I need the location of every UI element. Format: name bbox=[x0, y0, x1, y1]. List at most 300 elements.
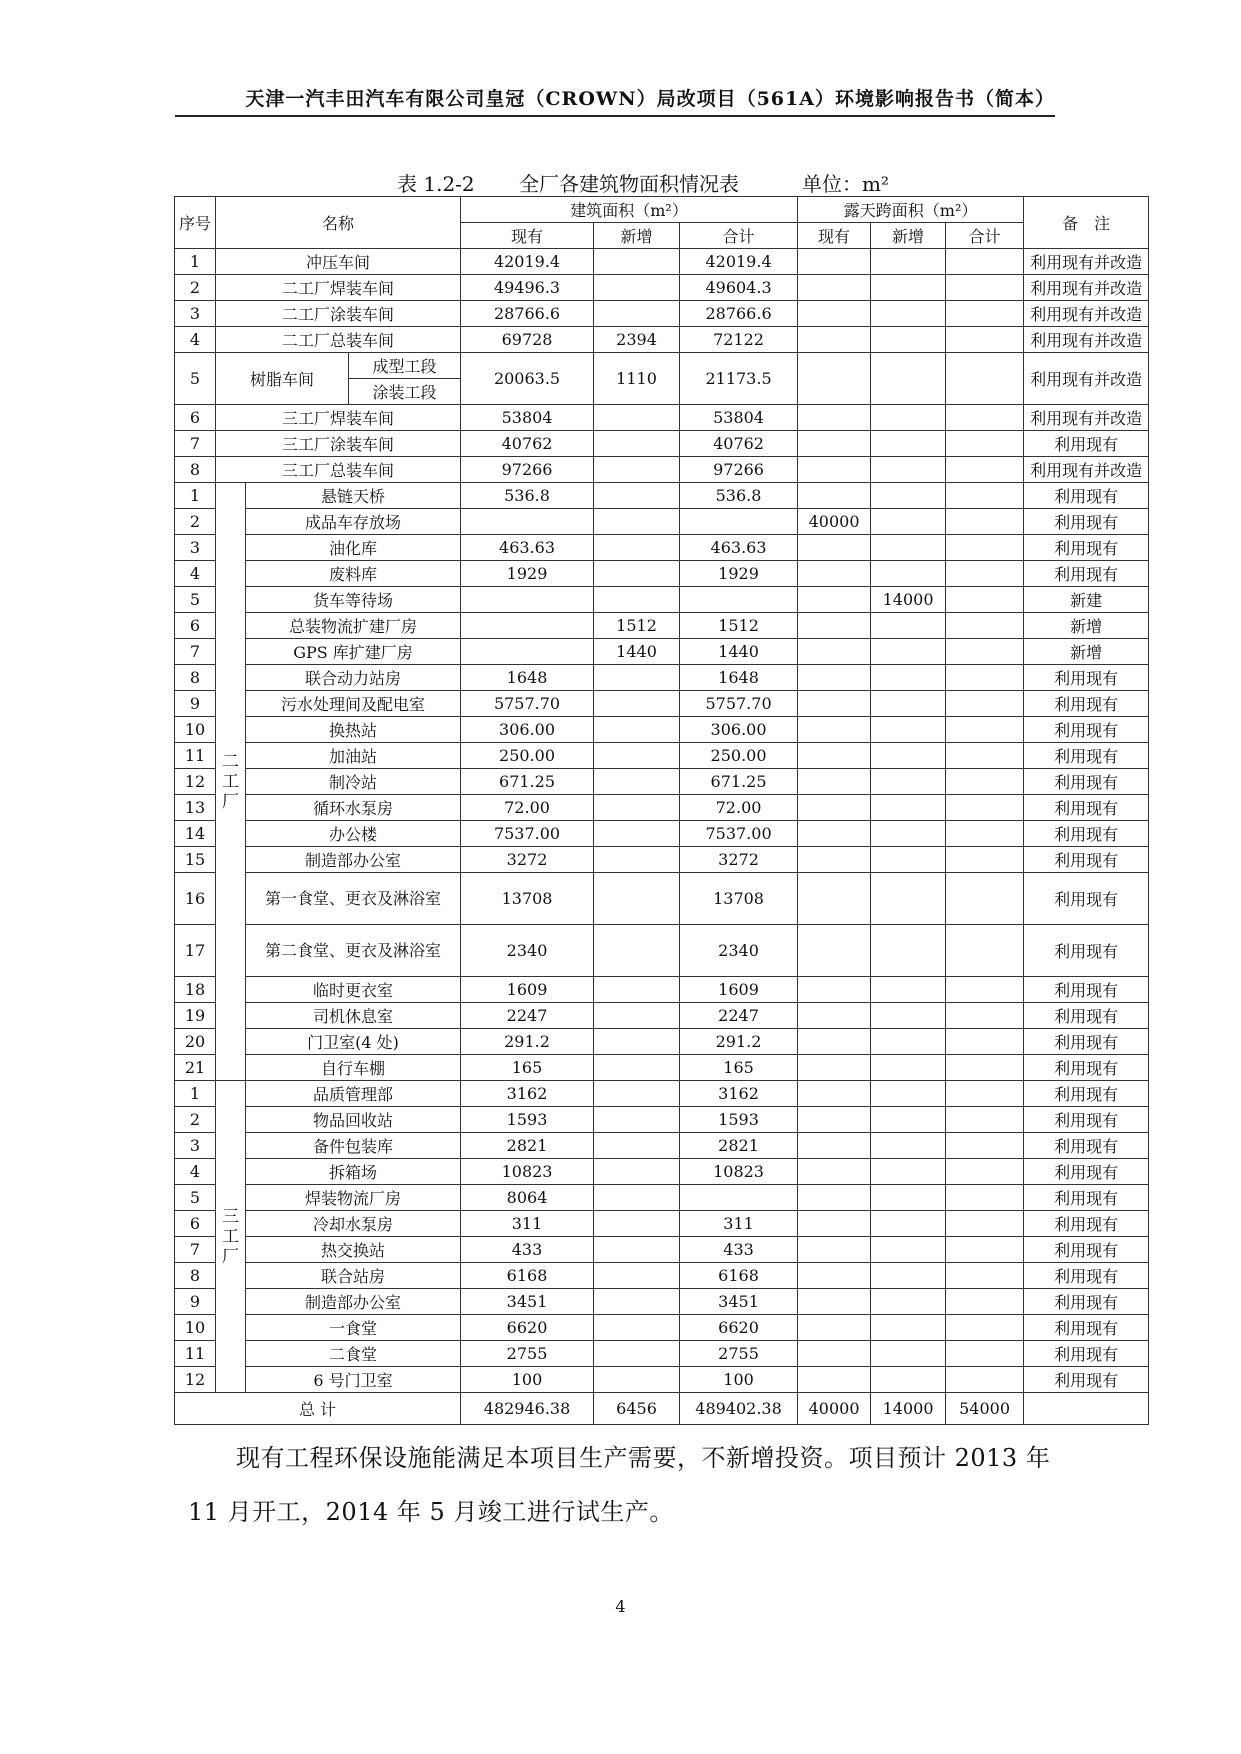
cell-open-new-area bbox=[871, 1029, 946, 1055]
cell-name: 6 号门卫室 bbox=[246, 1367, 461, 1393]
cell-open-existing-area bbox=[798, 977, 871, 1003]
cell-existing-area: 250.00 bbox=[461, 743, 594, 769]
cell-new-area bbox=[594, 1315, 680, 1341]
cell-open-existing-area bbox=[798, 1367, 871, 1393]
cell-note: 利用现有 bbox=[1024, 483, 1149, 509]
cell-new-area bbox=[594, 769, 680, 795]
cell-name: 焊装物流厂房 bbox=[246, 1185, 461, 1211]
cell-open-existing-area: 40000 bbox=[798, 509, 871, 535]
cell-existing-area: 53804 bbox=[461, 405, 594, 431]
cell-open-new-area bbox=[871, 1341, 946, 1367]
cell-note: 利用现有并改造 bbox=[1024, 353, 1149, 405]
cell-open-new-area bbox=[871, 1003, 946, 1029]
cell-existing-area: 165 bbox=[461, 1055, 594, 1081]
cell-total-area: 3162 bbox=[680, 1081, 798, 1107]
cell-new-area bbox=[594, 1107, 680, 1133]
cell-total-area: 100 bbox=[680, 1367, 798, 1393]
cell-name: 办公楼 bbox=[246, 821, 461, 847]
cell-existing-area: 72.00 bbox=[461, 795, 594, 821]
cell-open-existing-area bbox=[798, 769, 871, 795]
cell-total-area: 21173.5 bbox=[680, 353, 798, 405]
cell-new-area bbox=[594, 691, 680, 717]
cell-seq: 5 bbox=[175, 1185, 216, 1211]
table-row bbox=[175, 301, 1149, 327]
cell-new-area bbox=[594, 249, 680, 275]
plant-label-char: 工 bbox=[222, 771, 239, 792]
cell-open-new-area bbox=[871, 301, 946, 327]
cell-open-total-area bbox=[946, 1263, 1024, 1289]
cell-seq: 3 bbox=[175, 1133, 216, 1159]
table-row bbox=[175, 275, 1149, 301]
cell-new-area bbox=[594, 1055, 680, 1081]
cell-note: 利用现有 bbox=[1024, 1185, 1149, 1211]
cell-total-area: 671.25 bbox=[680, 769, 798, 795]
cell-open-new-area bbox=[871, 1237, 946, 1263]
total-row bbox=[175, 1393, 1149, 1425]
cell-seq: 11 bbox=[175, 743, 216, 769]
cell-total-area: 7537.00 bbox=[680, 821, 798, 847]
cell-name: 物品回收站 bbox=[246, 1107, 461, 1133]
cell-open-total-area bbox=[946, 1107, 1024, 1133]
cell-name: 备件包装库 bbox=[246, 1133, 461, 1159]
page-number: 4 bbox=[615, 1597, 626, 1616]
cell-seq: 7 bbox=[175, 431, 216, 457]
cell-new-area bbox=[594, 717, 680, 743]
cell-existing-area: 5757.70 bbox=[461, 691, 594, 717]
cell-total-area: 28766.6 bbox=[680, 301, 798, 327]
cell-note: 利用现有 bbox=[1024, 1341, 1149, 1367]
cell-open-existing-area bbox=[798, 873, 871, 925]
cell-existing-area: 69728 bbox=[461, 327, 594, 353]
cell-open-total-area bbox=[946, 483, 1024, 509]
cell-name: 一食堂 bbox=[246, 1315, 461, 1341]
cell-open-new-area bbox=[871, 509, 946, 535]
cell-seq: 2 bbox=[175, 1107, 216, 1133]
cell-note: 利用现有 bbox=[1024, 1211, 1149, 1237]
cell-open-existing-area bbox=[798, 431, 871, 457]
cell-open-total-area: 54000 bbox=[946, 1393, 1024, 1425]
cell-open-total-area bbox=[946, 1185, 1024, 1211]
cell-name: 制冷站 bbox=[246, 769, 461, 795]
cell-total-area: 2755 bbox=[680, 1341, 798, 1367]
table-row bbox=[175, 613, 1149, 639]
cell-total-label: 总 计 bbox=[175, 1393, 461, 1425]
cell-total-area: 306.00 bbox=[680, 717, 798, 743]
cell-open-new-area bbox=[871, 431, 946, 457]
cell-new-area bbox=[594, 301, 680, 327]
cell-new-area bbox=[594, 1237, 680, 1263]
table-row bbox=[175, 561, 1149, 587]
cell-open-total-area bbox=[946, 795, 1024, 821]
cell-name: 冲压车间 bbox=[216, 249, 461, 275]
cell-name: 第一食堂、更衣及淋浴室 bbox=[246, 873, 461, 925]
cell-total-area: 10823 bbox=[680, 1159, 798, 1185]
cell-new-area bbox=[594, 457, 680, 483]
cell-new-area bbox=[594, 509, 680, 535]
cell-name: 油化库 bbox=[246, 535, 461, 561]
cell-existing-area: 97266 bbox=[461, 457, 594, 483]
cell-existing-area bbox=[461, 587, 594, 613]
table-row bbox=[175, 483, 1149, 509]
cell-new-area: 1110 bbox=[594, 353, 680, 405]
cell-open-existing-area bbox=[798, 587, 871, 613]
table-row bbox=[175, 665, 1149, 691]
cell-open-new-area bbox=[871, 275, 946, 301]
cell-seq: 2 bbox=[175, 509, 216, 535]
cell-name: 树脂车间 bbox=[216, 353, 349, 405]
cell-note: 利用现有 bbox=[1024, 1003, 1149, 1029]
plant-label-char: 三 bbox=[222, 1206, 239, 1227]
cell-open-new-area bbox=[871, 1185, 946, 1211]
cell-seq: 6 bbox=[175, 1211, 216, 1237]
cell-name: 品质管理部 bbox=[246, 1081, 461, 1107]
cell-open-existing-area bbox=[798, 483, 871, 509]
cell-open-existing-area bbox=[798, 1263, 871, 1289]
cell-open-existing-area bbox=[798, 925, 871, 977]
cell-seq: 21 bbox=[175, 1055, 216, 1081]
cell-open-total-area bbox=[946, 535, 1024, 561]
cell-open-total-area bbox=[946, 509, 1024, 535]
cell-open-total-area bbox=[946, 743, 1024, 769]
table-row bbox=[175, 353, 1149, 379]
table-row bbox=[175, 1133, 1149, 1159]
table-row bbox=[175, 1003, 1149, 1029]
cell-existing-area: 291.2 bbox=[461, 1029, 594, 1055]
cell-existing-area: 2755 bbox=[461, 1341, 594, 1367]
table-row bbox=[175, 1081, 1149, 1107]
cell-existing-area: 8064 bbox=[461, 1185, 594, 1211]
cell-open-existing-area bbox=[798, 847, 871, 873]
cell-total-area: 1440 bbox=[680, 639, 798, 665]
cell-new-area bbox=[594, 1211, 680, 1237]
table-row bbox=[175, 925, 1149, 977]
cell-name: 拆箱场 bbox=[246, 1159, 461, 1185]
cell-open-total-area bbox=[946, 405, 1024, 431]
cell-existing-area: 10823 bbox=[461, 1159, 594, 1185]
cell-note: 利用现有 bbox=[1024, 1029, 1149, 1055]
cell-new-area bbox=[594, 431, 680, 457]
cell-seq: 4 bbox=[175, 1159, 216, 1185]
cell-name: 临时更衣室 bbox=[246, 977, 461, 1003]
cell-seq: 10 bbox=[175, 1315, 216, 1341]
cell-open-new-area bbox=[871, 769, 946, 795]
cell-new-area bbox=[594, 1003, 680, 1029]
cell-name: 循环水泵房 bbox=[246, 795, 461, 821]
cell-new-area bbox=[594, 1289, 680, 1315]
cell-new-area: 2394 bbox=[594, 327, 680, 353]
cell-total-area: 2821 bbox=[680, 1133, 798, 1159]
cell-note: 利用现有 bbox=[1024, 1107, 1149, 1133]
cell-note: 利用现有并改造 bbox=[1024, 405, 1149, 431]
cell-note: 利用现有 bbox=[1024, 1237, 1149, 1263]
table-row bbox=[175, 587, 1149, 613]
table-row bbox=[175, 1107, 1149, 1133]
cell-existing-area bbox=[461, 509, 594, 535]
cell-open-existing-area bbox=[798, 1341, 871, 1367]
cell-note: 利用现有 bbox=[1024, 743, 1149, 769]
cell-open-total-area bbox=[946, 613, 1024, 639]
cell-open-total-area bbox=[946, 1211, 1024, 1237]
cell-name: 联合动力站房 bbox=[246, 665, 461, 691]
table-row bbox=[175, 977, 1149, 1003]
cell-name: 第二食堂、更衣及淋浴室 bbox=[246, 925, 461, 977]
cell-existing-area: 49496.3 bbox=[461, 275, 594, 301]
cell-seq: 10 bbox=[175, 717, 216, 743]
cell-total-area: 40762 bbox=[680, 431, 798, 457]
cell-open-total-area bbox=[946, 1159, 1024, 1185]
cell-name: 二工厂焊装车间 bbox=[216, 275, 461, 301]
cell-open-total-area bbox=[946, 717, 1024, 743]
cell-total-area: 1593 bbox=[680, 1107, 798, 1133]
cell-open-existing-area bbox=[798, 249, 871, 275]
cell-note: 利用现有并改造 bbox=[1024, 275, 1149, 301]
cell-open-total-area bbox=[946, 1341, 1024, 1367]
cell-total-area: 536.8 bbox=[680, 483, 798, 509]
table-row bbox=[175, 1055, 1149, 1081]
cell-open-new-area bbox=[871, 535, 946, 561]
table-unit: 单位：m² bbox=[802, 172, 889, 196]
cell-existing-area: 536.8 bbox=[461, 483, 594, 509]
cell-open-new-area bbox=[871, 691, 946, 717]
cell-seq: 8 bbox=[175, 457, 216, 483]
cell-open-new-area bbox=[871, 743, 946, 769]
col-name-header: 名称 bbox=[216, 197, 461, 249]
cell-open-new-area bbox=[871, 327, 946, 353]
cell-existing-area: 3451 bbox=[461, 1289, 594, 1315]
cell-open-existing-area bbox=[798, 275, 871, 301]
cell-total-area: 3272 bbox=[680, 847, 798, 873]
cell-total-area: 2340 bbox=[680, 925, 798, 977]
cell-open-total-area bbox=[946, 769, 1024, 795]
table-row bbox=[175, 431, 1149, 457]
table-row bbox=[175, 405, 1149, 431]
cell-existing-area: 2340 bbox=[461, 925, 594, 977]
cell-open-existing-area bbox=[798, 743, 871, 769]
cell-total-area: 72.00 bbox=[680, 795, 798, 821]
cell-seq: 4 bbox=[175, 327, 216, 353]
cell-note: 利用现有 bbox=[1024, 1367, 1149, 1393]
cell-new-area bbox=[594, 535, 680, 561]
cell-new-area bbox=[594, 1341, 680, 1367]
cell-open-existing-area bbox=[798, 1315, 871, 1341]
cell-new-area bbox=[594, 977, 680, 1003]
cell-open-new-area: 14000 bbox=[871, 587, 946, 613]
cell-open-total-area bbox=[946, 847, 1024, 873]
cell-total-area: 3451 bbox=[680, 1289, 798, 1315]
cell-name: 制造部办公室 bbox=[246, 847, 461, 873]
cell-open-existing-area bbox=[798, 795, 871, 821]
cell-note: 利用现有 bbox=[1024, 1055, 1149, 1081]
cell-note: 利用现有 bbox=[1024, 535, 1149, 561]
cell-new-area bbox=[594, 405, 680, 431]
cell-open-new-area bbox=[871, 1055, 946, 1081]
cell-total-area: 13708 bbox=[680, 873, 798, 925]
cell-total-area: 463.63 bbox=[680, 535, 798, 561]
cell-seq: 8 bbox=[175, 1263, 216, 1289]
cell-name: 冷却水泵房 bbox=[246, 1211, 461, 1237]
cell-open-total-area bbox=[946, 431, 1024, 457]
cell-existing-area: 2821 bbox=[461, 1133, 594, 1159]
cell-note: 利用现有 bbox=[1024, 977, 1149, 1003]
table-row bbox=[175, 509, 1149, 535]
table-row bbox=[175, 1159, 1149, 1185]
cell-seq: 1 bbox=[175, 1081, 216, 1107]
cell-total-area: 49604.3 bbox=[680, 275, 798, 301]
cell-open-new-area bbox=[871, 717, 946, 743]
cell-total-area: 1609 bbox=[680, 977, 798, 1003]
cell-open-existing-area bbox=[798, 1211, 871, 1237]
cell-new-area bbox=[594, 1133, 680, 1159]
cell-new-area bbox=[594, 1029, 680, 1055]
cell-open-new-area bbox=[871, 613, 946, 639]
cell-open-total-area bbox=[946, 821, 1024, 847]
cell-total-area: 433 bbox=[680, 1237, 798, 1263]
table-row bbox=[175, 1263, 1149, 1289]
cell-open-total-area bbox=[946, 925, 1024, 977]
cell-open-existing-area bbox=[798, 535, 871, 561]
cell-existing-area: 306.00 bbox=[461, 717, 594, 743]
cell-open-total-area bbox=[946, 691, 1024, 717]
cell-existing-area: 433 bbox=[461, 1237, 594, 1263]
cell-open-new-area bbox=[871, 1211, 946, 1237]
cell-open-new-area bbox=[871, 873, 946, 925]
cell-sub-name: 涂装工段 bbox=[349, 379, 461, 405]
cell-seq: 9 bbox=[175, 1289, 216, 1315]
cell-note: 新建 bbox=[1024, 587, 1149, 613]
table-row bbox=[175, 769, 1149, 795]
cell-existing-area: 28766.6 bbox=[461, 301, 594, 327]
cell-note: 利用现有 bbox=[1024, 717, 1149, 743]
cell-seq: 13 bbox=[175, 795, 216, 821]
table-row bbox=[175, 743, 1149, 769]
cell-open-new-area bbox=[871, 483, 946, 509]
cell-seq: 9 bbox=[175, 691, 216, 717]
cell-open-new-area bbox=[871, 1289, 946, 1315]
cell-new-area: 6456 bbox=[594, 1393, 680, 1425]
cell-open-total-area bbox=[946, 639, 1024, 665]
cell-open-total-area bbox=[946, 327, 1024, 353]
cell-note bbox=[1024, 1393, 1149, 1425]
cell-open-existing-area bbox=[798, 1237, 871, 1263]
cell-open-total-area bbox=[946, 587, 1024, 613]
table-row bbox=[175, 1341, 1149, 1367]
plant-label bbox=[216, 1081, 246, 1393]
cell-total-area: 1648 bbox=[680, 665, 798, 691]
cell-total-area: 53804 bbox=[680, 405, 798, 431]
body-paragraph-continued: 11 月开工，2014 年 5 月竣工进行试生产。 bbox=[188, 1498, 674, 1526]
cell-new-area bbox=[594, 873, 680, 925]
table-row bbox=[175, 691, 1149, 717]
cell-new-area bbox=[594, 275, 680, 301]
col-total-header: 合计 bbox=[680, 223, 798, 249]
cell-name: 二工厂总装车间 bbox=[216, 327, 461, 353]
cell-open-total-area bbox=[946, 665, 1024, 691]
cell-open-existing-area bbox=[798, 301, 871, 327]
cell-name: 废料库 bbox=[246, 561, 461, 587]
cell-name: 三工厂总装车间 bbox=[216, 457, 461, 483]
cell-open-existing-area bbox=[798, 665, 871, 691]
cell-seq: 6 bbox=[175, 405, 216, 431]
table-row bbox=[175, 795, 1149, 821]
cell-existing-area: 20063.5 bbox=[461, 353, 594, 405]
cell-new-area bbox=[594, 1367, 680, 1393]
table-row bbox=[175, 1211, 1149, 1237]
document-header: 天津一汽丰田汽车有限公司皇冠（CROWN）局改项目（561A）环境影响报告书（简本） bbox=[175, 84, 1055, 117]
cell-open-new-area bbox=[871, 1133, 946, 1159]
cell-new-area: 1440 bbox=[594, 639, 680, 665]
cell-existing-area: 671.25 bbox=[461, 769, 594, 795]
cell-existing-area: 3162 bbox=[461, 1081, 594, 1107]
cell-note: 利用现有 bbox=[1024, 821, 1149, 847]
cell-open-existing-area bbox=[798, 561, 871, 587]
cell-name: 污水处理间及配电室 bbox=[246, 691, 461, 717]
cell-total-area: 5757.70 bbox=[680, 691, 798, 717]
table-body bbox=[175, 249, 1149, 1425]
cell-new-area bbox=[594, 821, 680, 847]
cell-total-area: 72122 bbox=[680, 327, 798, 353]
cell-open-new-area bbox=[871, 1315, 946, 1341]
cell-open-new-area bbox=[871, 795, 946, 821]
plant-label-char: 厂 bbox=[222, 791, 239, 812]
cell-open-new-area bbox=[871, 847, 946, 873]
cell-total-area: 97266 bbox=[680, 457, 798, 483]
cell-existing-area: 13708 bbox=[461, 873, 594, 925]
cell-existing-area: 1929 bbox=[461, 561, 594, 587]
cell-new-area: 1512 bbox=[594, 613, 680, 639]
cell-total-area: 6168 bbox=[680, 1263, 798, 1289]
cell-open-existing-area bbox=[798, 1289, 871, 1315]
cell-seq: 17 bbox=[175, 925, 216, 977]
cell-seq: 16 bbox=[175, 873, 216, 925]
cell-open-existing-area bbox=[798, 639, 871, 665]
cell-open-new-area bbox=[871, 1367, 946, 1393]
cell-total-area: 311 bbox=[680, 1211, 798, 1237]
cell-new-area bbox=[594, 1263, 680, 1289]
cell-name: 门卫室(4 处) bbox=[246, 1029, 461, 1055]
cell-open-total-area bbox=[946, 977, 1024, 1003]
cell-existing-area: 1593 bbox=[461, 1107, 594, 1133]
cell-seq: 4 bbox=[175, 561, 216, 587]
cell-note: 利用现有 bbox=[1024, 873, 1149, 925]
cell-open-existing-area bbox=[798, 1185, 871, 1211]
table-row bbox=[175, 639, 1149, 665]
cell-total-area bbox=[680, 1185, 798, 1211]
cell-open-new-area bbox=[871, 977, 946, 1003]
cell-new-area bbox=[594, 1159, 680, 1185]
cell-note: 利用现有 bbox=[1024, 1263, 1149, 1289]
cell-existing-area: 463.63 bbox=[461, 535, 594, 561]
cell-existing-area: 7537.00 bbox=[461, 821, 594, 847]
cell-open-total-area bbox=[946, 301, 1024, 327]
col-open-existing-header: 现有 bbox=[798, 223, 871, 249]
cell-total-area bbox=[680, 587, 798, 613]
cell-open-total-area bbox=[946, 249, 1024, 275]
col-open-total-header: 合计 bbox=[946, 223, 1024, 249]
cell-open-total-area bbox=[946, 1081, 1024, 1107]
building-area-table bbox=[174, 196, 1149, 1425]
cell-open-new-area bbox=[871, 821, 946, 847]
cell-total-area bbox=[680, 509, 798, 535]
cell-total-area: 6620 bbox=[680, 1315, 798, 1341]
cell-seq: 7 bbox=[175, 639, 216, 665]
cell-note: 利用现有 bbox=[1024, 1081, 1149, 1107]
table-row bbox=[175, 457, 1149, 483]
plant-label bbox=[216, 483, 246, 1081]
cell-open-existing-area bbox=[798, 717, 871, 743]
cell-total-area: 42019.4 bbox=[680, 249, 798, 275]
cell-name: GPS 库扩建厂房 bbox=[246, 639, 461, 665]
cell-note: 利用现有并改造 bbox=[1024, 301, 1149, 327]
